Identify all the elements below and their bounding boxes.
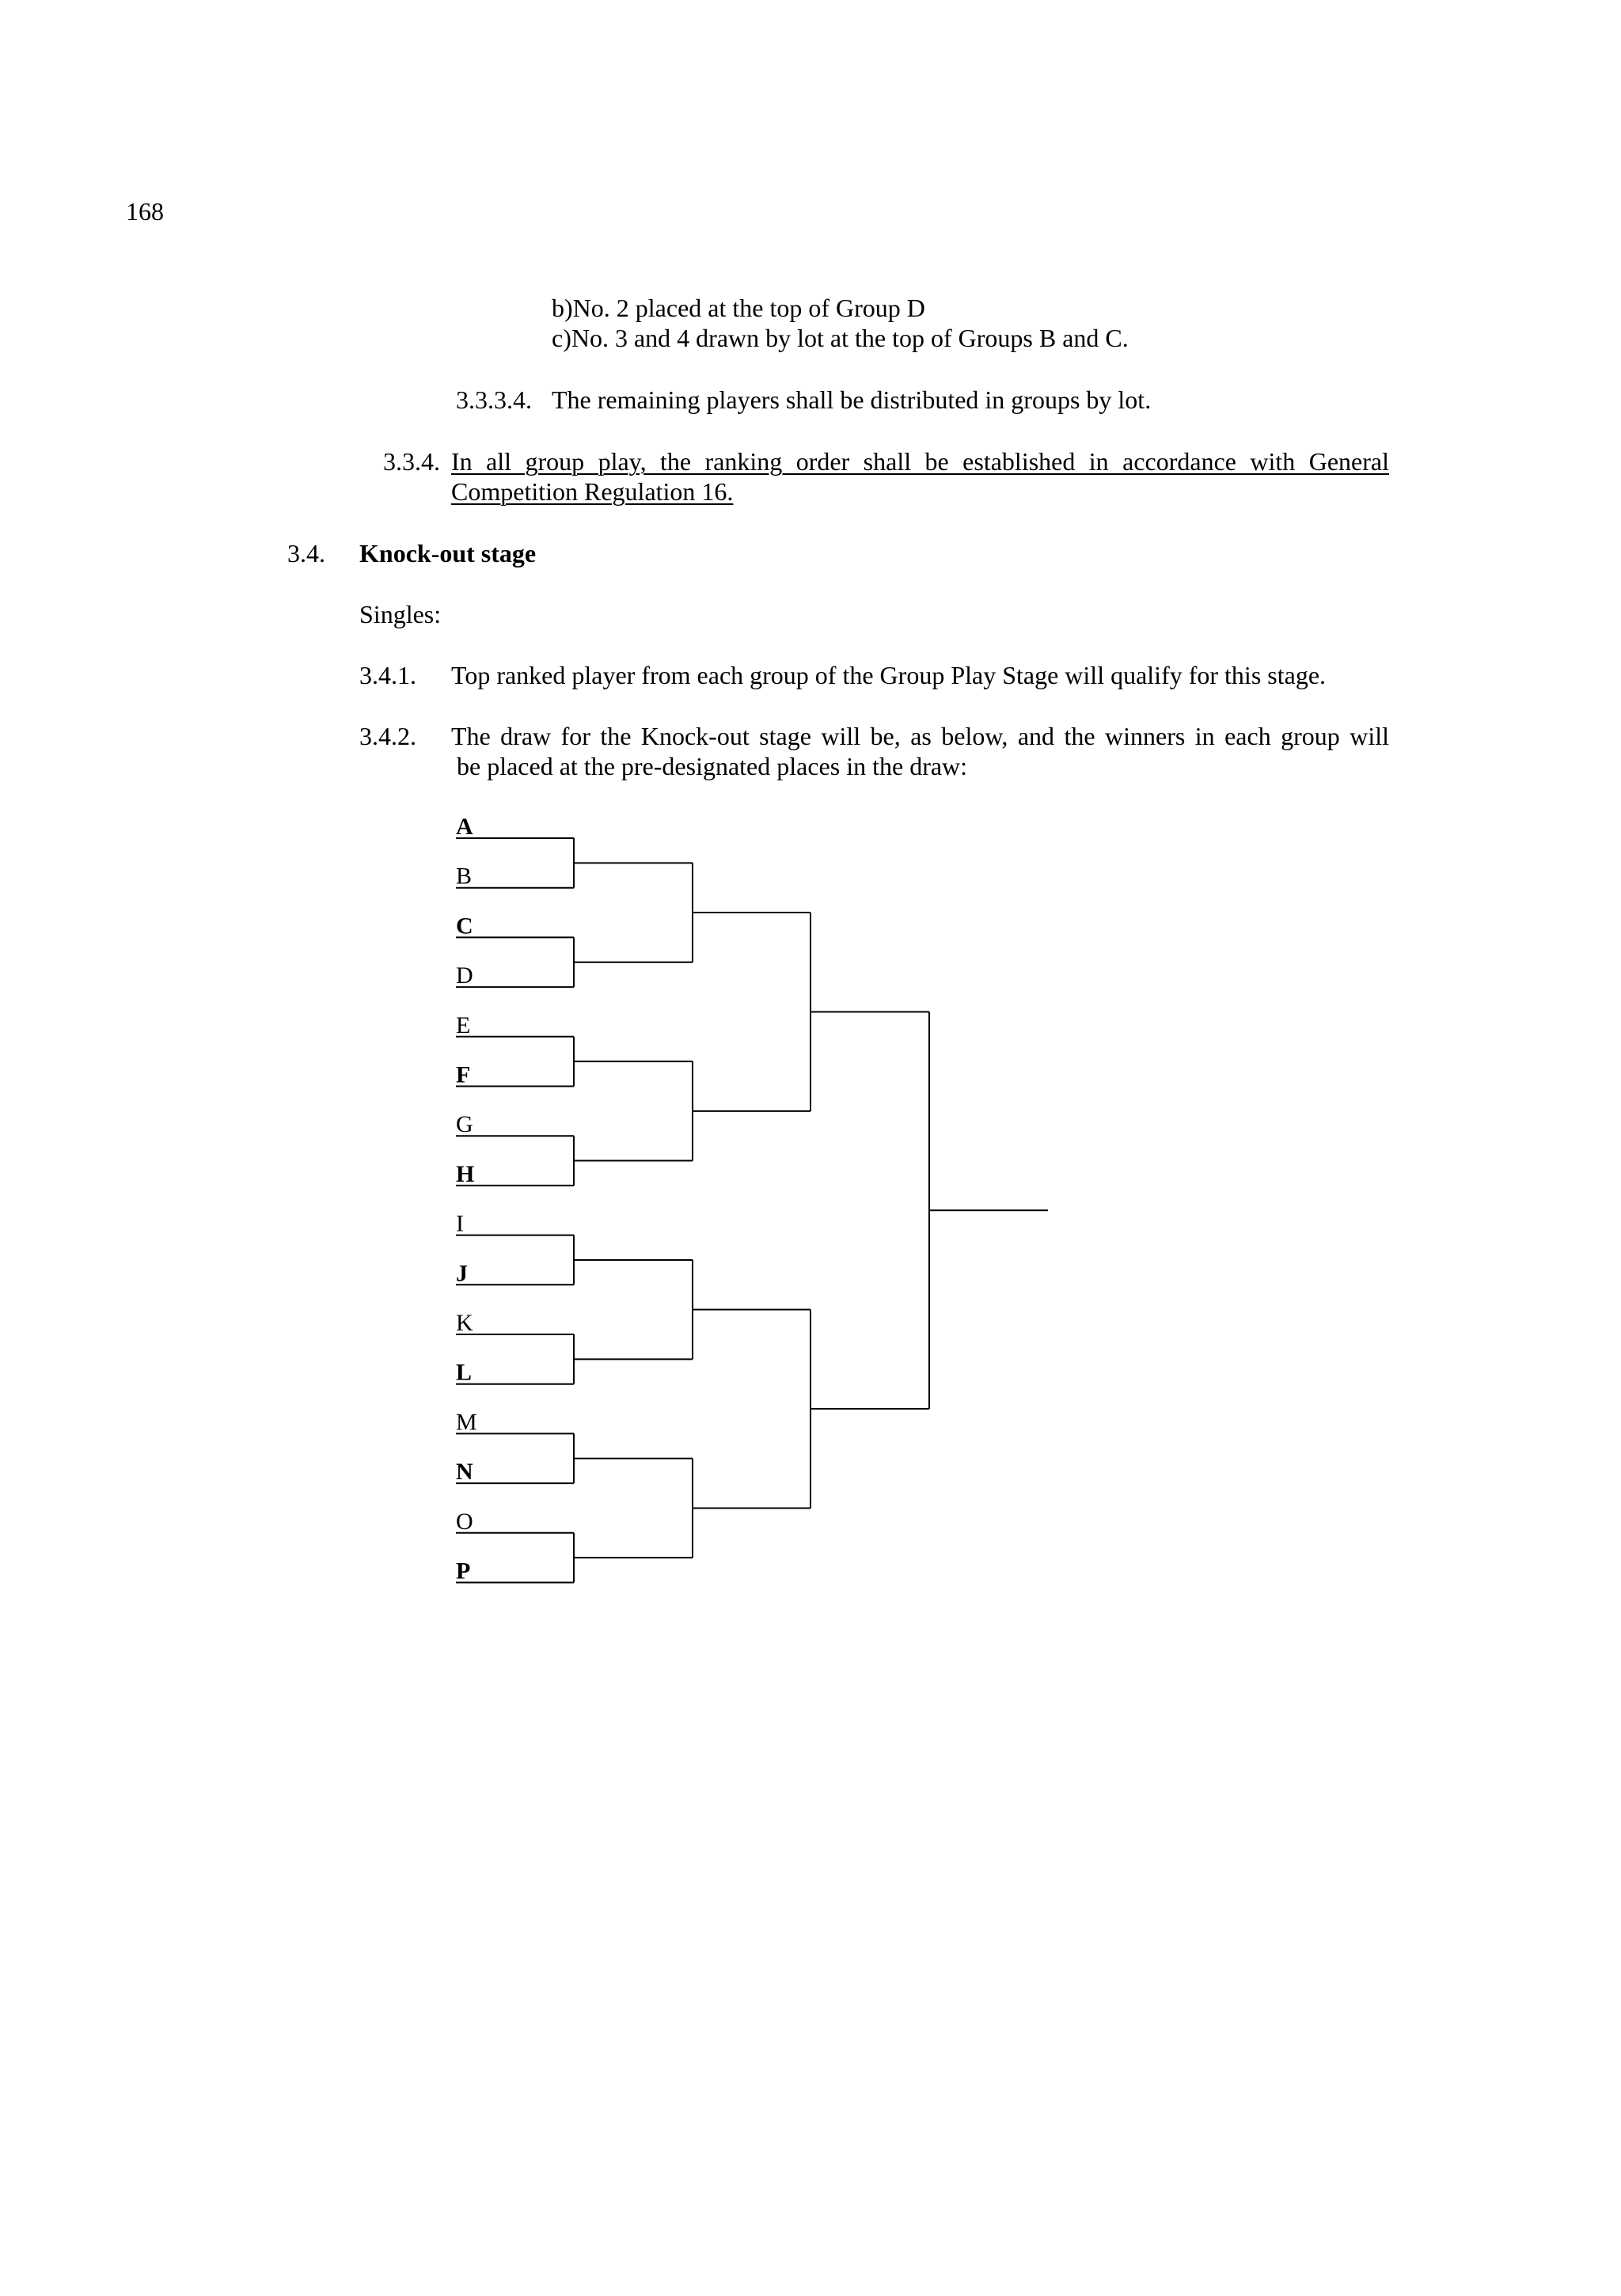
slot-label-l: L: [456, 1359, 473, 1386]
list-item-marker: b): [552, 294, 573, 322]
page-number: 168: [126, 197, 164, 226]
section-3334-number: 3.3.3.4.: [456, 385, 532, 414]
slot-label-c: C: [456, 913, 473, 939]
list-item-text: No. 2 placed at the top of Group D: [572, 294, 925, 322]
slot-label-m: M: [456, 1409, 477, 1436]
section-342-number: 3.4.2.: [359, 722, 416, 750]
slot-label-o: O: [456, 1508, 473, 1535]
section-341-text: Top ranked player from each group of the Group Play Stage will qualify for this stage.: [451, 661, 1327, 689]
slot-label-d: D: [456, 962, 473, 989]
slot-label-j: J: [456, 1260, 468, 1287]
section-34-number: 3.4.: [287, 539, 325, 567]
slot-label-a: A: [456, 814, 473, 840]
slot-label-i: I: [456, 1210, 464, 1237]
slot-label-k: K: [456, 1310, 473, 1336]
section-34-title: Knock-out stage: [359, 539, 537, 567]
slot-label-h: H: [456, 1160, 475, 1187]
section-334-line1: In all group play, the ranking order shall be established in accordance with General: [451, 447, 1389, 476]
slot-label-n: N: [456, 1459, 473, 1486]
list-item-text: No. 3 and 4 drawn by lot at the top of Groups B and C.: [571, 324, 1129, 352]
section-341-number: 3.4.1.: [359, 661, 416, 689]
list-item-marker: c): [552, 324, 571, 352]
section-342-line1: The draw for the Knock-out stage will be, as below, and the winners in each group will: [451, 722, 1389, 750]
section-342-line2: be placed at the pre-designated places in the draw:: [457, 752, 968, 780]
section-334-line2: Competition Regulation 16.: [451, 477, 734, 506]
section-3334-text: The remaining players shall be distributed in groups by lot.: [552, 385, 1152, 414]
slot-label-b: B: [456, 863, 473, 890]
slot-label-e: E: [456, 1011, 471, 1038]
slot-label-p: P: [456, 1558, 471, 1584]
slot-label-f: F: [456, 1061, 471, 1088]
section-334-number: 3.3.4.: [383, 447, 440, 476]
singles-label: Singles:: [359, 600, 442, 628]
slot-label-g: G: [456, 1111, 473, 1138]
